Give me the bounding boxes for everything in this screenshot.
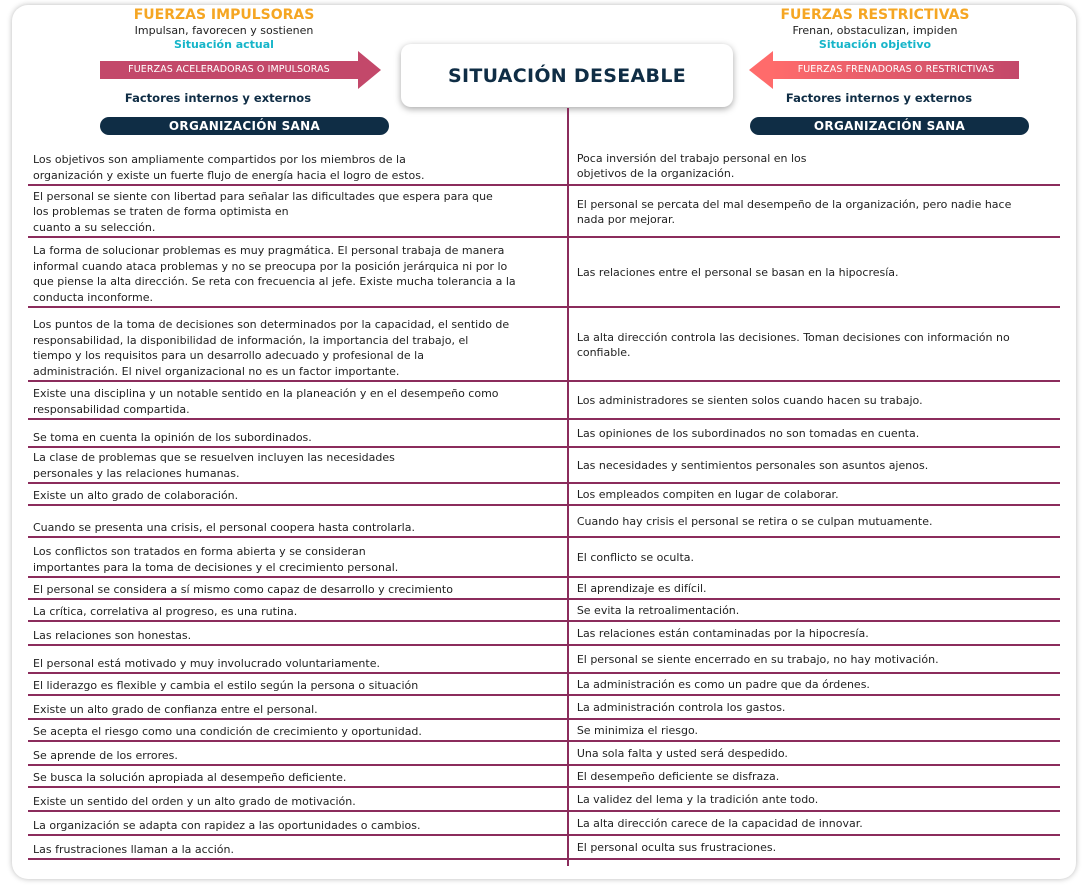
restrictiva-text: Se evita la retroalimentación.	[576, 604, 740, 618]
table-row	[28, 812, 1060, 836]
impulsora-text: Se toma en cuenta la opinión de los subordinados.	[33, 430, 312, 444]
impulsora-text: La clase de problemas que se resuelven incluyen las necesidades	[33, 451, 395, 464]
restrictiva-cell	[572, 308, 1060, 380]
restrictiva-cell	[572, 788, 1060, 810]
restrictiva-text: Cuando hay crisis el personal se retira o se culpan mutuamente.	[576, 515, 933, 529]
impulsora-text: organización y existe un fuerte flujo de energía hacia el logro de estos.	[33, 168, 425, 182]
impulsora-text: Los objetivos son ampliamente compartidos por los miembros de la	[33, 153, 406, 166]
restrictiva-text: La validez del lema y la tradición ante todo.	[576, 793, 819, 807]
impulsora-cell	[28, 382, 564, 418]
impulsora-cell	[28, 308, 564, 380]
restrictiva-text: Las relaciones entre el personal se basan en la hipocresía.	[576, 266, 899, 280]
impulsora-cell	[28, 674, 564, 694]
restrictiva-cell	[572, 382, 1060, 418]
restrictiva-cell	[572, 766, 1060, 786]
impulsora-text: La forma de solucionar problemas es muy pragmática. El personal trabaja de manera	[33, 244, 505, 257]
restrictiva-cell	[572, 420, 1060, 446]
restrictiva-cell	[572, 238, 1060, 306]
impulsora-text: responsabilidad, la disponibilidad de información, la importancia del trabajo, el	[33, 333, 469, 347]
table-row	[28, 186, 1060, 238]
restrictiva-text: Las relaciones están contaminadas por la hipocresía.	[576, 627, 869, 641]
restrictiva-cell	[572, 622, 1060, 644]
restrictiva-text: Las necesidades y sentimientos personales son asuntos ajenos.	[576, 459, 929, 473]
impulsora-cell	[28, 720, 564, 740]
left-arrow	[100, 51, 382, 89]
impulsora-text: informal cuando ataca problemas y no se preocupa por la posición jerárquica ni por lo	[33, 259, 508, 273]
impulsora-text: Las frustraciones llaman a la acción.	[33, 842, 234, 856]
center-title: SITUACIÓN DESEABLE	[447, 64, 687, 87]
table-row	[28, 238, 1060, 308]
restrictiva-text: objetivos de la organización.	[576, 167, 735, 180]
restrictiva-text: Las opiniones de los subordinados no son tomadas en cuenta.	[576, 427, 920, 441]
impulsora-cell	[28, 742, 564, 764]
table-row	[28, 622, 1060, 646]
impulsora-cell	[28, 578, 564, 598]
impulsora-text: La crítica, correlativa al progreso, es una rutina.	[33, 604, 298, 618]
right-arrow	[749, 51, 1020, 89]
restrictiva-text: Los empleados compiten en lugar de colaborar.	[576, 488, 839, 502]
impulsora-cell	[28, 646, 564, 672]
impulsora-text: Existe un alto grado de colaboración.	[33, 488, 239, 502]
restrictiva-text: Se minimiza el riesgo.	[576, 724, 699, 738]
impulsora-text: La organización se adapta con rapidez a las oportunidades o cambios.	[33, 818, 421, 832]
impulsora-cell	[28, 766, 564, 786]
impulsora-cell	[28, 538, 564, 576]
restrictiva-text: La alta dirección controla las decisiones. Toman decisiones con información no	[576, 330, 1010, 344]
impulsora-text: responsabilidad compartida.	[33, 402, 190, 416]
table-row	[28, 836, 1060, 860]
table-row	[28, 742, 1060, 766]
impulsora-cell	[28, 238, 564, 306]
table-row	[28, 674, 1060, 696]
table-row	[28, 484, 1060, 506]
table-row	[28, 600, 1060, 622]
impulsora-text: Los puntos de la toma de decisiones son determinados por la capacidad, el sentido de	[33, 318, 510, 331]
restrictiva-cell	[572, 506, 1060, 536]
table-row	[28, 146, 1060, 186]
restrictiva-cell	[572, 720, 1060, 740]
impulsora-text: importantes para la toma de decisiones y el crecimiento personal.	[33, 560, 399, 574]
restrictiva-cell	[572, 146, 1060, 184]
impulsora-text: El liderazgo es flexible y cambia el estilo según la persona o situación	[33, 678, 419, 692]
impulsora-cell	[28, 836, 564, 858]
restrictiva-cell	[572, 186, 1060, 236]
right-header-situation: Situación objetivo	[818, 38, 932, 51]
restrictiva-text: El personal se siente encerrado en su trabajo, no hay motivación.	[576, 653, 939, 667]
impulsora-cell	[28, 186, 564, 236]
impulsora-text: Se acepta el riesgo como una condición de crecimiento y oportunidad.	[33, 724, 422, 738]
impulsora-text: Cuando se presenta una crisis, el personal coopera hasta controlarla.	[33, 520, 415, 534]
impulsora-text: que piense la alta dirección. Se reta con frecuencia al jefe. Existe mucha tolerancia a la	[33, 275, 516, 288]
impulsora-text: Los conflictos son tratados en forma abierta y se consideran	[33, 545, 366, 558]
left-factors-label: Factores internos y externos	[124, 91, 312, 105]
impulsora-text: El personal se considera a sí mismo como capaz de desarrollo y crecimiento	[33, 582, 453, 596]
right-arrow-label: FUERZAS FRENADORAS O RESTRICTIVAS	[797, 64, 995, 75]
impulsora-text: Las relaciones son honestas.	[33, 628, 192, 642]
impulsora-text: Existe una disciplina y un notable sentido en la planeación y en el desempeño como	[33, 387, 499, 400]
impulsora-text: Existe un sentido del orden y un alto grado de motivación.	[33, 794, 356, 808]
impulsora-text: conducta inconforme.	[33, 290, 153, 304]
table-row	[28, 420, 1060, 448]
restrictiva-text: El personal se percata del mal desempeño de la organización, pero nadie hace	[576, 197, 1012, 211]
impulsora-text: Se busca la solución apropiada al desempeño deficiente.	[33, 770, 347, 784]
impulsora-text: Existe un alto grado de confianza entre el personal.	[33, 702, 318, 716]
restrictiva-cell	[572, 696, 1060, 718]
impulsora-text: Se aprende de los errores.	[33, 748, 178, 762]
restrictiva-text: La administración es como un padre que da órdenes.	[576, 678, 870, 692]
impulsora-text: tiempo y los requisitos para un desarrollo adecuado y profesional de la	[33, 349, 424, 362]
restrictiva-cell	[572, 742, 1060, 764]
right-factors-label: Factores internos y externos	[785, 91, 973, 105]
restrictiva-cell	[572, 646, 1060, 672]
impulsora-text: personales y las relaciones humanas.	[33, 466, 240, 480]
impulsora-cell	[28, 146, 564, 184]
left-header-situation: Situación actual	[174, 38, 274, 51]
left-org-pill: ORGANIZACIÓN SANA	[100, 117, 389, 135]
impulsora-cell	[28, 420, 564, 446]
restrictiva-text: El personal oculta sus frustraciones.	[576, 841, 777, 855]
restrictiva-text: nada por mejorar.	[576, 213, 676, 226]
impulsora-text: administración. El nivel organizacional no es un factor importante.	[33, 364, 400, 378]
impulsora-text: cuanto a su selección.	[33, 220, 156, 234]
table-row	[28, 646, 1060, 674]
restrictiva-text: Poca inversión del trabajo personal en los	[576, 151, 807, 165]
impulsora-cell	[28, 448, 564, 482]
table-row	[28, 696, 1060, 720]
restrictiva-text: El conflicto se oculta.	[576, 551, 694, 565]
right-header-subtitle: Frenan, obstaculizan, impiden	[792, 24, 958, 37]
restrictiva-cell	[572, 812, 1060, 834]
table-row	[28, 506, 1060, 538]
restrictiva-cell	[572, 674, 1060, 694]
restrictiva-text: El aprendizaje es difícil.	[576, 582, 707, 596]
impulsora-cell	[28, 696, 564, 718]
center-title-box	[401, 44, 733, 107]
impulsora-text: El personal se siente con libertad para señalar las dificultades que espera para que	[33, 189, 493, 203]
restrictiva-text: Una sola falta y usted será despedido.	[576, 747, 788, 761]
table-row	[28, 448, 1060, 484]
impulsora-text: los problemas se traten de forma optimista en	[33, 205, 289, 218]
right-org-pill: ORGANIZACIÓN SANA	[750, 117, 1029, 135]
impulsora-cell	[28, 622, 564, 644]
table-row	[28, 720, 1060, 742]
table-row	[28, 382, 1060, 420]
left-header-title: FUERZAS IMPULSORAS	[133, 7, 315, 23]
restrictiva-cell	[572, 836, 1060, 858]
table-row	[28, 308, 1060, 382]
left-arrow-label: FUERZAS ACELERADORAS O IMPULSORAS	[128, 64, 330, 75]
left-header-subtitle: Impulsan, favorecen y sostienen	[134, 24, 314, 37]
table-row	[28, 538, 1060, 578]
impulsora-cell	[28, 788, 564, 810]
table-row	[28, 788, 1060, 812]
restrictiva-cell	[572, 448, 1060, 482]
restrictiva-text: Los administradores se sienten solos cuando hacen su trabajo.	[576, 394, 923, 408]
restrictiva-text: La administración controla los gastos.	[576, 701, 786, 715]
impulsora-cell	[28, 484, 564, 504]
restrictiva-cell	[572, 578, 1060, 598]
restrictiva-cell	[572, 484, 1060, 504]
restrictiva-text: confiable.	[576, 346, 631, 359]
restrictiva-cell	[572, 538, 1060, 576]
right-header-title: FUERZAS RESTRICTIVAS	[780, 7, 970, 23]
restrictiva-text: El desempeño deficiente se disfraza.	[576, 770, 780, 784]
impulsora-cell	[28, 600, 564, 620]
table-row	[28, 578, 1060, 600]
impulsora-text: El personal está motivado y muy involucrado voluntariamente.	[33, 656, 380, 670]
restrictiva-text: La alta dirección carece de la capacidad de innovar.	[576, 817, 863, 831]
impulsora-cell	[28, 506, 564, 536]
restrictiva-cell	[572, 600, 1060, 620]
forces-table	[28, 146, 1060, 860]
table-row	[28, 766, 1060, 788]
impulsora-cell	[28, 812, 564, 834]
